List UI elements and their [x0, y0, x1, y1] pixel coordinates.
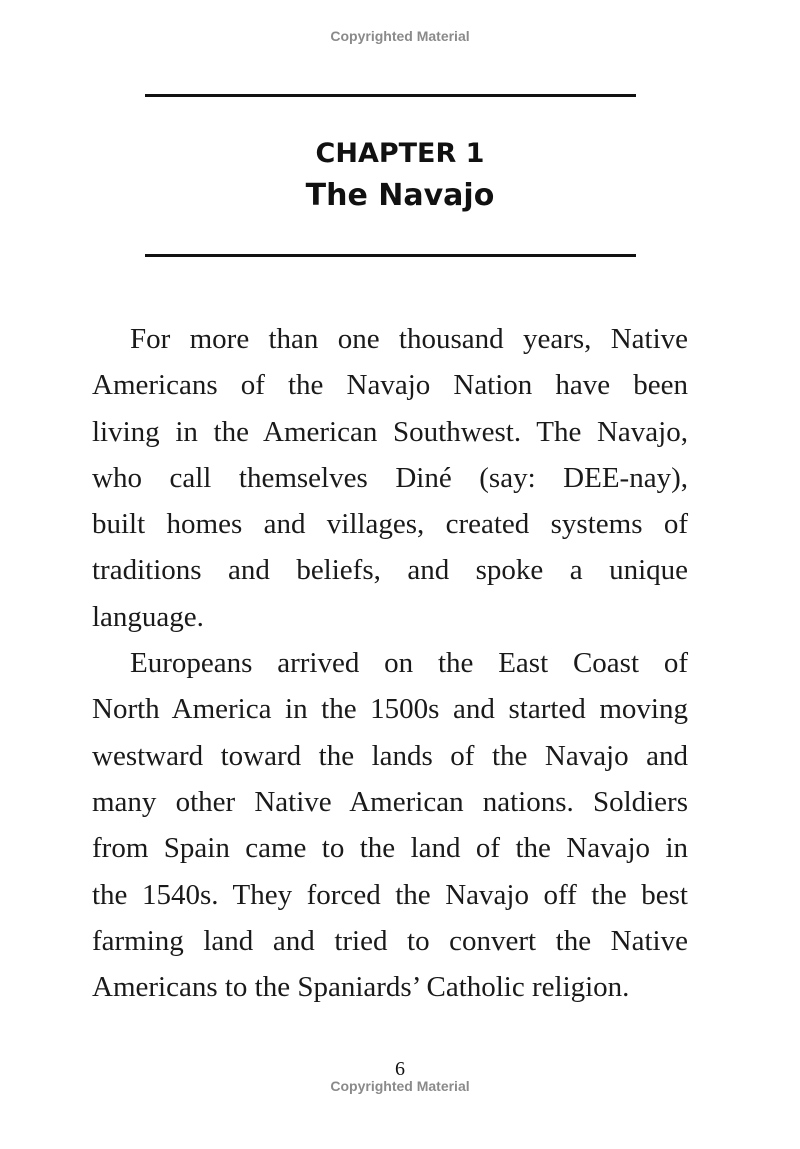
text-line: westward toward the lands of the Navajo and	[92, 739, 688, 772]
paragraph	[92, 316, 688, 640]
page-number: 6	[395, 1058, 405, 1080]
paragraph	[92, 640, 688, 1010]
text-line: who call themselves Diné (say: DEE-nay),	[92, 461, 688, 494]
text-line: Americans to the Spaniards’ Catholic religion.	[92, 971, 630, 1004]
text-line: Americans of the Navajo Nation have been	[92, 369, 688, 402]
text-line: farming land and tried to convert the Native	[92, 924, 688, 957]
body-text	[92, 316, 688, 1010]
text-line: traditions and beliefs, and spoke a unique	[92, 554, 688, 587]
text-line: from Spain came to the land of the Navajo in	[92, 832, 688, 865]
bottom-rule	[145, 254, 636, 257]
text-line: the 1540s. They forced the Navajo off the best	[92, 878, 688, 911]
text-line: built homes and villages, created systems of	[92, 508, 688, 541]
chapter-number: CHAPTER 1	[315, 138, 485, 169]
text-line: many other Native American nations. Soldiers	[92, 785, 688, 818]
top-rule	[145, 94, 636, 97]
text-line: language.	[92, 600, 204, 633]
text-line: North America in the 1500s and started moving	[92, 693, 688, 726]
text-line: Europeans arrived on the East Coast of	[130, 647, 688, 680]
text-line: living in the American Southwest. The Navajo,	[92, 415, 688, 448]
copyright-watermark-bottom: Copyrighted Material	[330, 1078, 470, 1094]
text-line: For more than one thousand years, Native	[130, 323, 688, 355]
copyright-watermark-top: Copyrighted Material	[330, 28, 470, 44]
chapter-title: The Navajo	[305, 178, 495, 213]
